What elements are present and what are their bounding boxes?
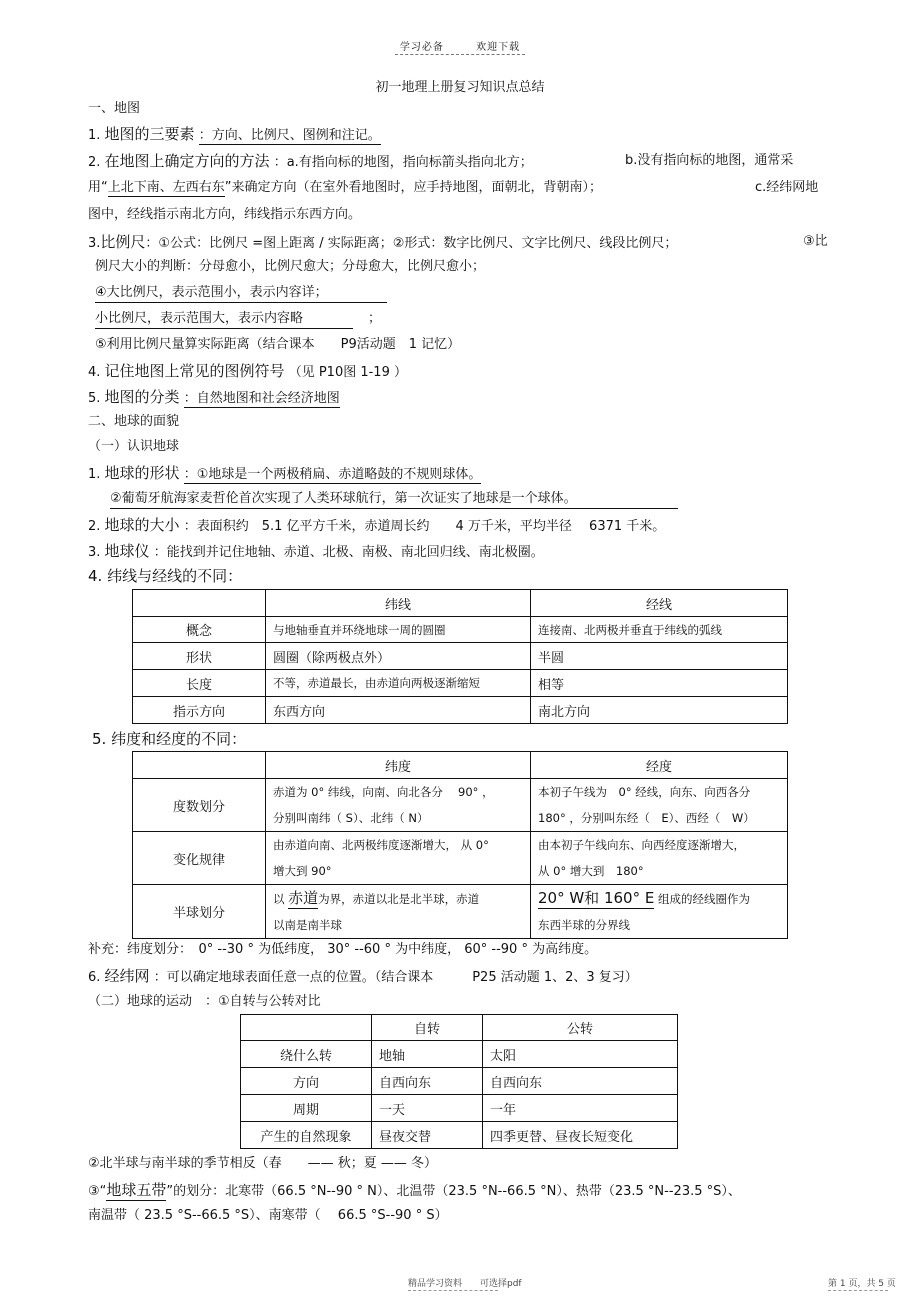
table-row: 半球划分 以 赤道为界，赤道以北是北半球，赤道 以南是南半球 20° W和 160° E 组成的经线圈作为 东西半球的分界线 (133, 885, 788, 939)
legend-symbols-line: 4. 记住地图上常见的图例符号 （见 P10图 1-19 ） (88, 362, 407, 380)
map-classification-line: 5. 地图的分类 ：自然地图和社会经济地图 (88, 388, 340, 406)
table-row: 概念 与地轴垂直并环绕地球一周的圆圈 连接南、北两极并垂直于纬线的弧线 (133, 617, 788, 643)
five-zones-line: ③“地球五带”的划分：北寒带（66.5 °N--90 ° N）、北温带（23.5 °N--66.5 °N）、热带（23.5 °N--23.5 °S）、 (88, 1181, 741, 1199)
page-header (0, 38, 920, 53)
small-scale-end: ； (368, 311, 382, 326)
globe-line: 3. 地球仪 ：能找到并记住地轴、赤道、北极、南极、南北回归线、南北极圈。 (88, 542, 544, 560)
footer-divider (828, 1290, 888, 1291)
table-header-row: 自转 公转 (241, 1015, 678, 1041)
footer-left: 精品学习资料 可选择pdf (408, 1279, 522, 1289)
table-row: 变化规律 由赤道向南、北两极纬度逐渐增大， 从 0° 增大到 90° 由本初子午线向东、向西经度逐渐增大， 从 0° 增大到 180° (133, 832, 788, 885)
table-header-row: 纬度 经度 (133, 752, 788, 779)
key-term: 比例尺 (100, 233, 146, 251)
scale-line: 3.比例尺：①公式：比例尺 =图上距离 / 实际距离；②形式：数字比例尺、文字比例尺、线段比例尺； (88, 233, 678, 251)
table-row: 度数划分 赤道为 0° 纬线，向南、向北各分 90° ， 分别叫南纬（ S）、北纬（ N） 本初子午线为 0° 经线，向东、向西各分 180° ，分别叫东经（ E）、西经（ W） (133, 779, 788, 832)
header-right: 欢迎下载 (476, 42, 521, 53)
seasons-line: ②北半球与南半球的季节相反（春 —— 秋；夏 —— 冬） (88, 1156, 438, 1171)
five-zones-line-2: 南温带（ 23.5 °S--66.5 °S）、南寒带（ 66.5 °S--90 ° S） (88, 1208, 448, 1223)
graticule-line: 6. 经纬网 ：可以确定地球表面任意一点的位置。（结合课本 P25 活动题 1、2、3 复习） (88, 967, 638, 985)
table-row: 周期 一天 一年 (241, 1095, 678, 1122)
table-row: 指示方向 东西方向 南北方向 (133, 697, 788, 724)
direction-method-b: b.没有指向标的地图，通常采 (625, 153, 794, 168)
section-1-heading: 一、地图 (88, 101, 141, 116)
page-title: 初一地理上册复习知识点总结 (375, 80, 545, 95)
large-scale-line: ④大比例尺，表示范围小，表示内容详； (95, 284, 387, 303)
table-row: 方向 自西向东 自西向东 (241, 1068, 678, 1095)
table-row: 产生的自然现象 昼夜交替 四季更替、昼夜长短变化 (241, 1122, 678, 1149)
direction-method-line-3: 图中，经线指示南北方向，纬线指示东西方向。 (88, 207, 362, 222)
footer-divider (408, 1290, 498, 1291)
header-divider (395, 54, 525, 55)
table-row: 绕什么转 地轴 太阳 (241, 1041, 678, 1068)
key-term: 地球五带 (106, 1181, 167, 1199)
earth-motion-heading: （二）地球的运动 ：①自转与公转对比 (88, 994, 321, 1009)
latitude-longitude-degrees-table (132, 751, 788, 939)
page-number: 第 1 页，共 5 页 (828, 1279, 896, 1289)
key-term: 地球仪 (104, 542, 150, 560)
subsection-know-earth: （一）认识地球 (88, 439, 180, 454)
latitude-bands-line: 补充：纬度划分： 0° --30 ° 为低纬度， 30° --60 ° 为中纬度， 60° --90 ° 为高纬度。 (88, 942, 598, 957)
key-term: 地球的大小 (104, 516, 180, 534)
earth-size-line: 2. 地球的大小 ：表面积约 5.1 亿平方千米，赤道周长约 4 万千米，平均半径 6371 千米。 (88, 516, 666, 534)
section-2-heading: 二、地球的面貌 (88, 414, 180, 429)
rotation-revolution-table (240, 1014, 678, 1149)
key-term: 在地图上确定方向的方法 (104, 152, 270, 170)
latlong-degrees-heading: 5. 纬度和经度的不同： (92, 730, 247, 748)
map-elements-line: 1. 地图的三要素 ：方向、比例尺、图例和注记。 (88, 125, 381, 143)
scale-judgement-line: 例尺大小的判断：分母愈小，比例尺愈大；分母愈大，比例尺愈小； (95, 259, 486, 274)
earth-shape-line: 1. 地球的形状 ：①地球是一个两极稍扁、赤道略鼓的不规则球体。 (88, 464, 482, 482)
table-row: 形状 圆圈（除两极点外） 半圆 (133, 643, 788, 670)
scale-line-3: ③比 (803, 234, 828, 249)
magellan-line: ②葡萄牙航海家麦哲伦首次实现了人类环球航行，第一次证实了地球是一个球体。 (110, 490, 678, 509)
direction-method-c: c.经纬网地 (755, 180, 819, 195)
key-term: 地图的三要素 (104, 125, 195, 143)
small-scale-line: 小比例尺，表示范围大，表示内容略 (95, 310, 353, 329)
latlong-lines-heading: 4. 纬线与经线的不同： (88, 567, 243, 585)
key-term: 地图的分类 (104, 388, 180, 406)
table-row: 长度 不等，赤道最长，由赤道向两极逐渐缩短 相等 (133, 670, 788, 697)
key-term: 经纬网 (104, 967, 150, 985)
header-left: 学习必备 (399, 42, 444, 53)
scale-measure-line: ⑤利用比例尺量算实际距离（结合课本 P9活动题 1 记忆） (95, 337, 461, 352)
table-header-row: 纬线 经线 (133, 590, 788, 617)
key-term: 记住地图上常见的图例符号 (104, 362, 285, 380)
direction-method-line-2: 用“上北下南、左西右东”来确定方向（在室外看地图时，应手持地图，面朝北，背朝南）； (88, 180, 603, 195)
key-term: 地球的形状 (104, 464, 180, 482)
direction-method-line: 2. 在地图上确定方向的方法 ：a.有指向标的地图，指向标箭头指向北方； (88, 152, 533, 170)
latitude-longitude-lines-table (132, 589, 788, 724)
